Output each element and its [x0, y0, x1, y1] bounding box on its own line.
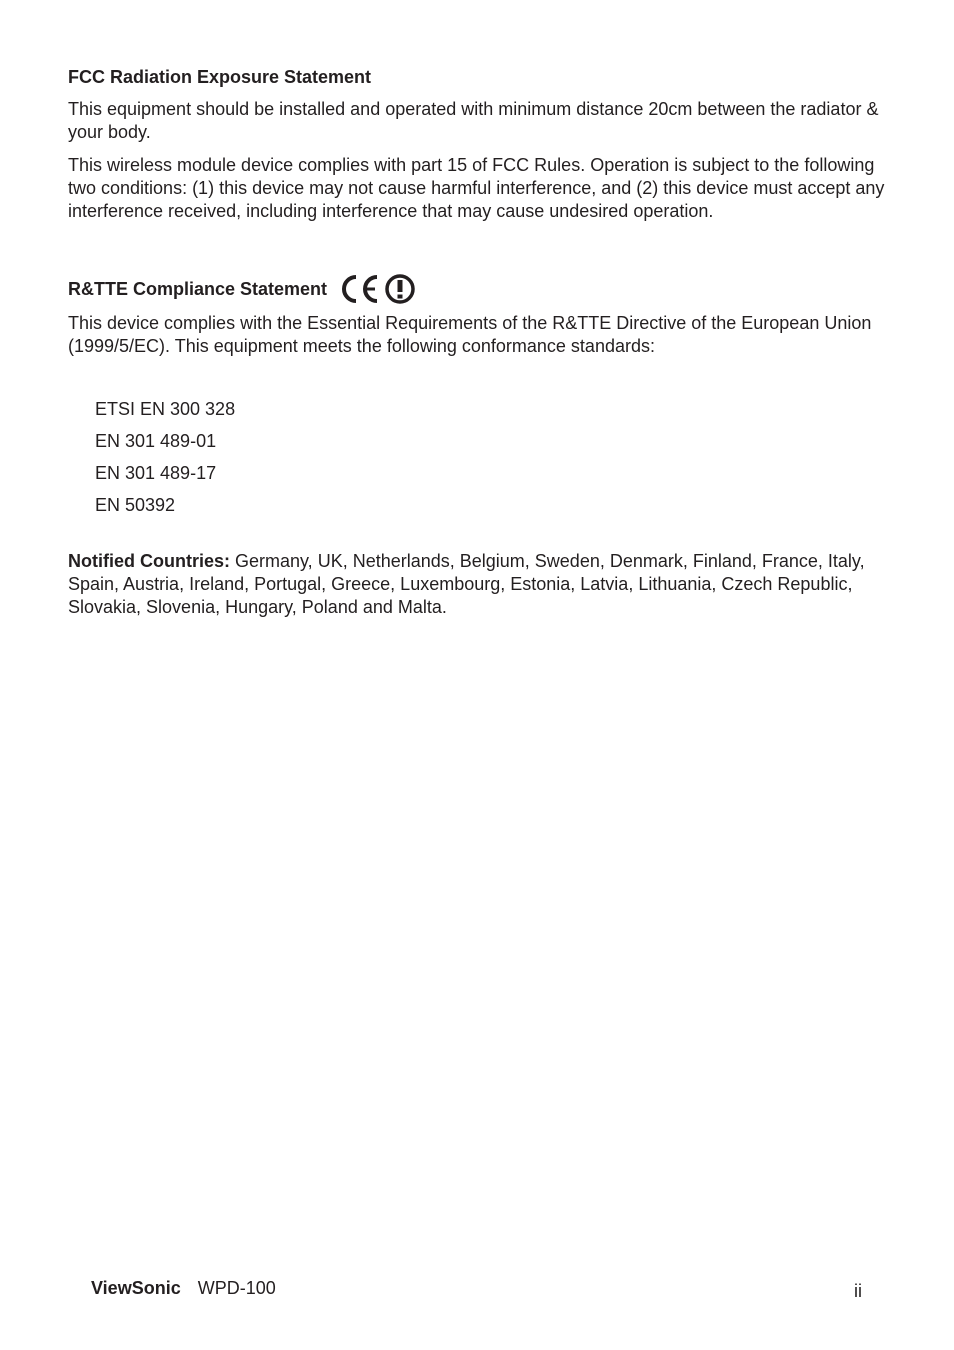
compliance-marks: [337, 273, 416, 305]
standard-item: ETSI EN 300 328: [95, 399, 236, 419]
rtte-paragraph: This device complies with the Essential Requirements of the R&TTE Directive of the European Union (1999/5/EC). This equipment meets the following conformance standards:: [68, 313, 872, 356]
standard-item: EN 301 489-01: [95, 431, 217, 451]
footer-brand: ViewSonic: [91, 1278, 181, 1298]
standards-list: [95, 398, 888, 517]
ce-mark-icon: [337, 274, 381, 304]
fcc-distance-paragraph: This equipment should be installed and operated with minimum distance 20cm between the radiator & your body.: [68, 99, 879, 142]
page-footer: [91, 1277, 276, 1300]
alert-mark-icon: [384, 273, 416, 305]
rtte-heading: R&TTE Compliance Statement: [68, 278, 328, 299]
footer-model: WPD-100: [197, 1278, 276, 1298]
notified-countries-text: Germany, UK, Netherlands, Belgium, Sweden, Denmark, Finland, France, Italy, Spain, Austria, Ireland, Portugal, Greece, Luxembourg, Estonia, Latvia, Lithuania, Czech Republic, Slovakia, Slovenia, Hungary, Poland and Malta.: [68, 551, 865, 617]
notified-countries-paragraph: [68, 550, 888, 619]
standard-item: EN 50392: [95, 495, 176, 515]
fcc-conditions-paragraph: This wireless module device complies with part 15 of FCC Rules. Operation is subject to the following two conditions: (1) this device may not cause harmful interference, and (2) this device must accept any interference received, including interference that may cause undesired operation.: [68, 155, 885, 221]
notified-countries-label: Notified Countries:: [68, 551, 230, 571]
fcc-heading: FCC Radiation Exposure Statement: [68, 67, 372, 87]
page-number: ii: [854, 1281, 862, 1301]
document-page: [68, 66, 888, 637]
rtte-heading-row: [68, 273, 888, 305]
standard-item: EN 301 489-17: [95, 463, 217, 483]
